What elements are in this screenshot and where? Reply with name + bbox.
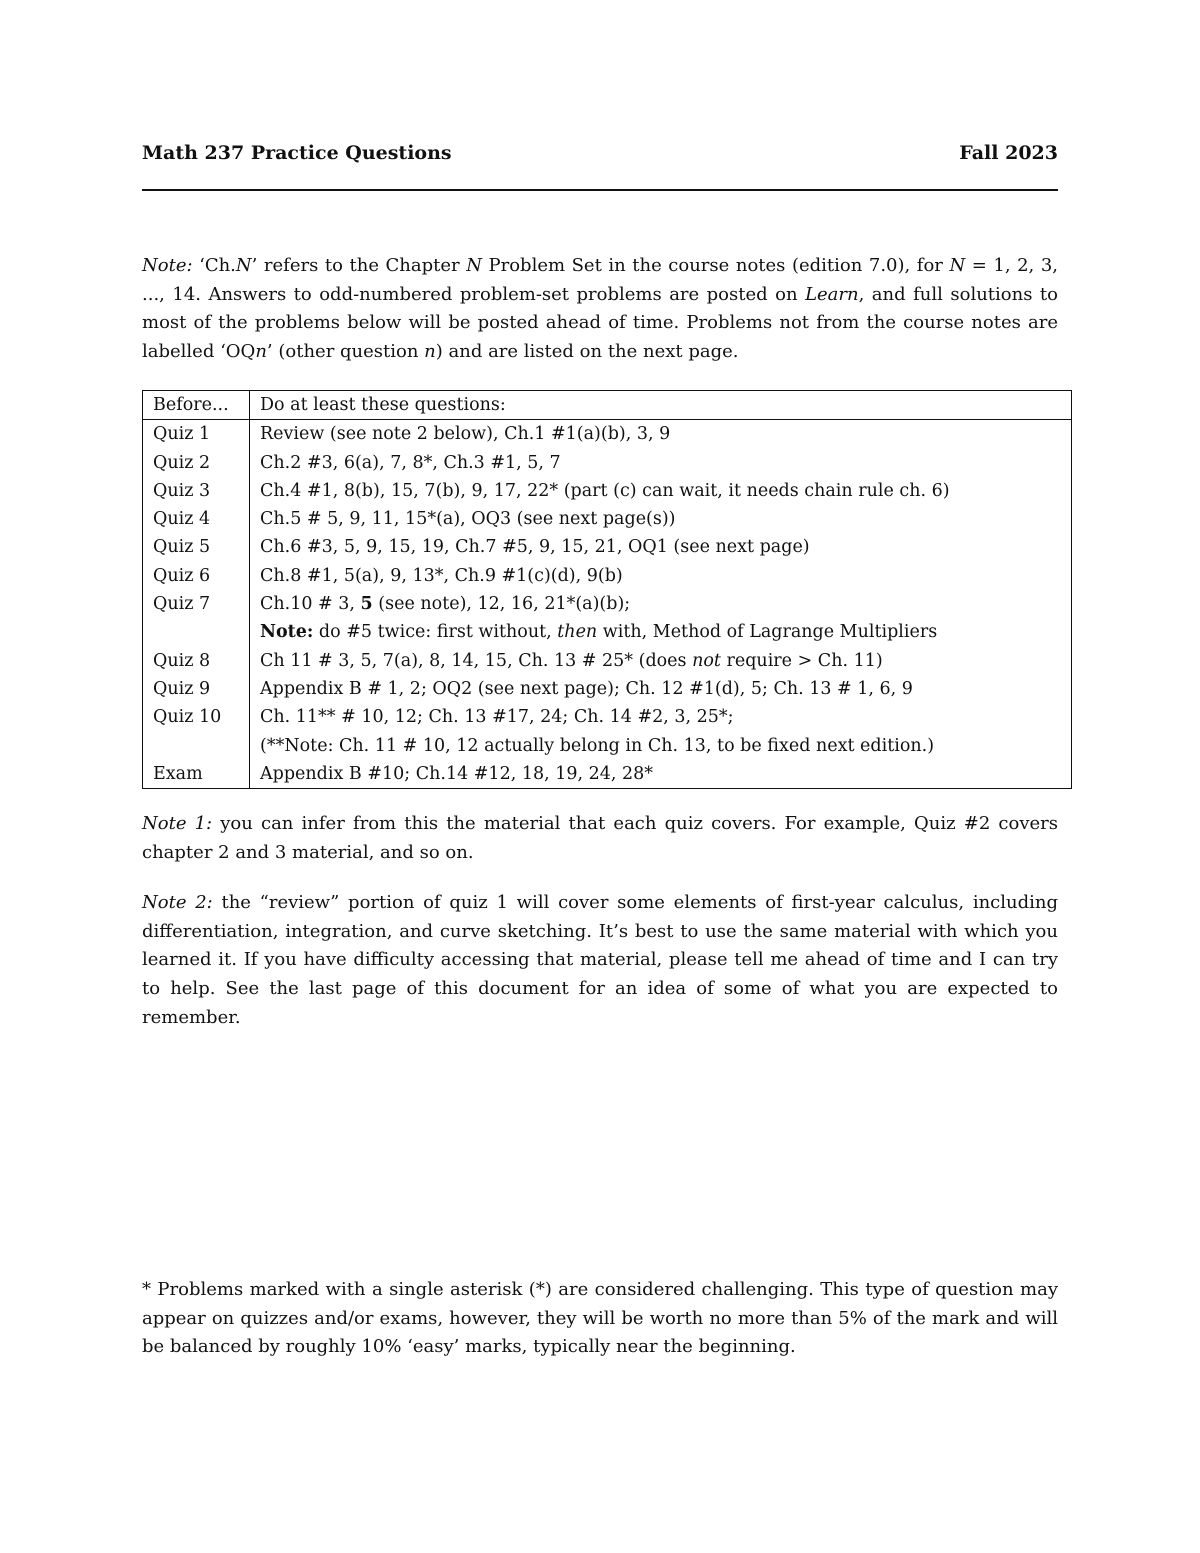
- questions-cell: [250, 647, 1072, 675]
- questions-text: require > Ch. 11): [720, 650, 883, 671]
- questions-cell: Appendix B # 1, 2; OQ2 (see next page); Ch. 12 #1(d), 5; Ch. 13 # 1, 6, 9: [260, 678, 913, 699]
- intro-text: ‘Ch.: [192, 255, 236, 276]
- quiz-label: Quiz 2: [143, 449, 250, 477]
- questions-cell: (**Note: Ch. 11 # 10, 12 actually belong in Ch. 13, to be fixed next edition.): [260, 735, 935, 756]
- quiz-label: Quiz 3: [143, 477, 250, 505]
- note-label: Note:: [260, 622, 314, 643]
- table-row: [143, 505, 1072, 533]
- emphasized-question: 5: [360, 594, 373, 615]
- questions-text: Ch.10 # 3,: [260, 594, 361, 615]
- intro-text: Problem Set in the course notes (edition 7.0), for: [481, 255, 950, 276]
- note2-label: Note 2:: [142, 892, 213, 913]
- table-header-row: [143, 391, 1072, 420]
- document-title: Math 237 Practice Questions: [142, 142, 452, 164]
- quiz-label: Quiz 6: [143, 562, 250, 590]
- math-var: n: [255, 341, 267, 363]
- intro-text: ) and are listed on the next page.: [435, 341, 739, 363]
- questions-cell: [250, 618, 1072, 646]
- emphasized-word: then: [557, 622, 598, 643]
- table-row: [143, 618, 1072, 646]
- table-row: [143, 732, 1072, 760]
- table-row: [143, 675, 1072, 703]
- table-row: [143, 562, 1072, 590]
- intro-text: ’ (other question: [266, 341, 425, 363]
- quiz-label: Quiz 4: [143, 505, 250, 533]
- note1-text: you can infer from this the material that each quiz covers. For example, Quiz #2 covers chapter 2 and 3 material, and so on.: [142, 813, 1058, 863]
- questions-cell: Ch.4 #1, 8(b), 15, 7(b), 9, 17, 22* (part (c) can wait, it needs chain rule ch. 6): [260, 480, 950, 501]
- questions-cell: [250, 590, 1072, 618]
- emphasized-word: not: [692, 650, 721, 671]
- quiz-label: [143, 732, 250, 760]
- note2-paragraph: [142, 889, 1058, 1033]
- note1-paragraph: [142, 810, 1058, 867]
- questions-cell: Ch.2 #3, 6(a), 7, 8*, Ch.3 #1, 5, 7: [260, 452, 561, 473]
- footnote-paragraph: [142, 1276, 1058, 1362]
- table-row: [143, 449, 1072, 477]
- intro-text: ’ refers to the Chapter: [251, 255, 467, 276]
- table-row: [143, 533, 1072, 561]
- questions-cell: Ch.8 #1, 5(a), 9, 13*, Ch.9 #1(c)(d), 9(b): [260, 565, 623, 586]
- table-header-cell: Do at least these questions:: [250, 391, 1072, 420]
- footnote-text: * Problems marked with a single asterisk (*) are considered challenging. This type of question may appear on quizzes and/or exams, however, they will be worth no more than 5% of the mark and will be balanced by roughly 10% ‘easy’ marks, typically near the beginning.: [142, 1279, 1058, 1358]
- header-rule: [142, 189, 1058, 191]
- table-header-cell: Before...: [143, 391, 250, 420]
- quiz-label: Quiz 9: [143, 675, 250, 703]
- questions-cell: Appendix B #10; Ch.14 #12, 18, 19, 24, 28*: [260, 763, 654, 784]
- intro-text: = 1, 2, 3, ..., 14. Answers to odd-numbered problem-set problems are posted on: [142, 255, 1058, 305]
- intro-note-label: Note:: [142, 255, 193, 276]
- quiz-label: [143, 618, 250, 646]
- table-row: [143, 477, 1072, 505]
- quiz-label: Exam: [143, 760, 250, 789]
- table-row: [143, 590, 1072, 618]
- page-header: [142, 142, 1058, 176]
- intro-text: , and full solutions to most of the problems below will be posted ahead of time. Problems not from the course notes are labelled ‘OQ: [142, 283, 1059, 363]
- quiz-label: Quiz 10: [143, 703, 250, 731]
- note1-label: Note 1:: [142, 813, 213, 834]
- table-row: [143, 703, 1072, 731]
- learn-platform: Learn: [805, 283, 859, 305]
- term-label: Fall 2023: [959, 142, 1058, 164]
- questions-text: (see note), 12, 16, 21*(a)(b);: [372, 594, 631, 615]
- table-row: [143, 760, 1072, 789]
- questions-cell: Ch.5 # 5, 9, 11, 15*(a), OQ3 (see next page(s)): [260, 509, 676, 530]
- questions-text: do #5 twice: first without,: [313, 622, 558, 643]
- note2-text: the “review” portion of quiz 1 will cover some elements of first-year calculus, including differentiation, integration, and curve sketching. It’s best to use the same material with which you learned it. If you have difficulty accessing that material, please tell me ahead of time and I can try to help. See the last page of this document for an idea of some of what you are expected to remember.: [142, 892, 1058, 1028]
- questions-cell: Ch. 11** # 10, 12; Ch. 13 #17, 24; Ch. 14 #2, 3, 25*;: [260, 707, 734, 728]
- math-var: N: [235, 255, 252, 276]
- quiz-label: Quiz 1: [143, 420, 250, 449]
- questions-text: with, Method of Lagrange Multipliers: [597, 622, 938, 643]
- quiz-label: Quiz 8: [143, 647, 250, 675]
- math-var: N: [466, 255, 482, 276]
- table-row: [143, 420, 1072, 449]
- questions-cell: Ch.6 #3, 5, 9, 15, 19, Ch.7 #5, 9, 15, 21, OQ1 (see next page): [260, 537, 810, 558]
- intro-paragraph: [142, 252, 1058, 367]
- table-row: [143, 647, 1072, 675]
- practice-questions-table: [142, 390, 1072, 789]
- math-var: N: [949, 255, 966, 276]
- math-var: n: [424, 341, 436, 363]
- quiz-label: Quiz 7: [143, 590, 250, 618]
- quiz-label: Quiz 5: [143, 533, 250, 561]
- questions-cell: Review (see note 2 below), Ch.1 #1(a)(b), 3, 9: [260, 424, 671, 445]
- questions-text: Ch 11 # 3, 5, 7(a), 8, 14, 15, Ch. 13 # 25* (does: [260, 650, 693, 671]
